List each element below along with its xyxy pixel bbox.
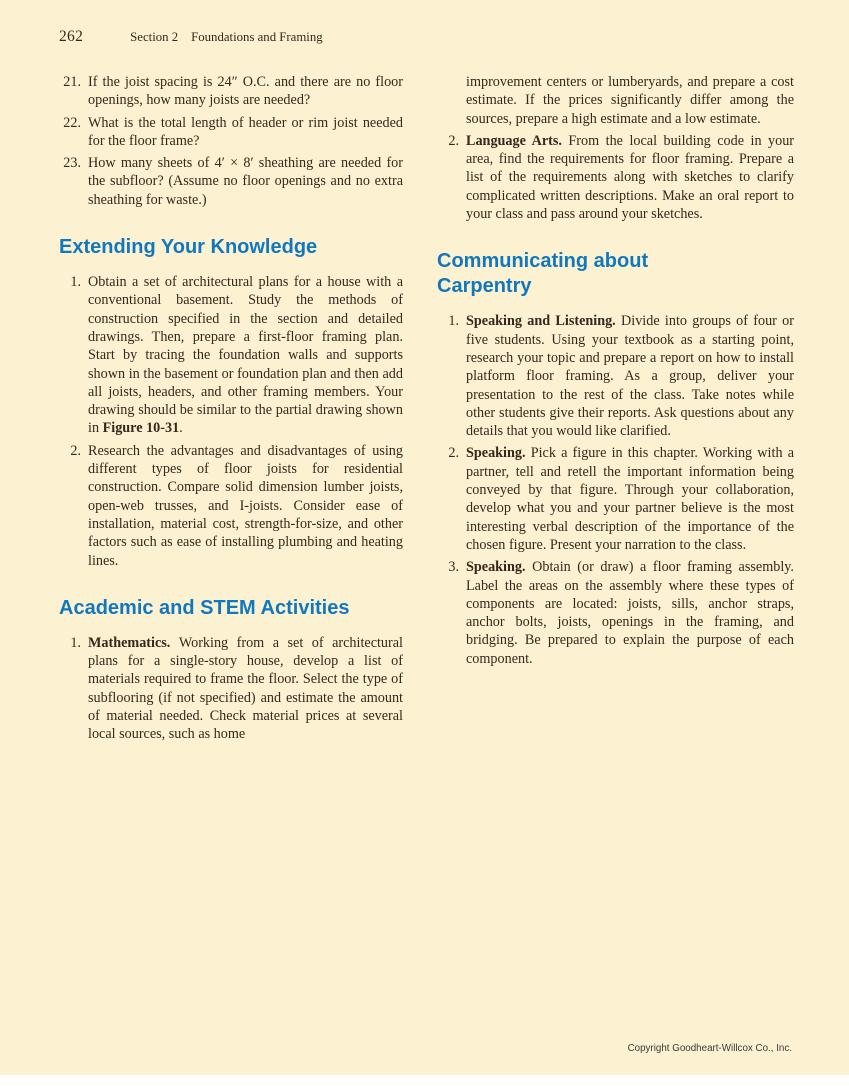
item-text: If the joist spacing is 24″ O.C. and there are no floor openings, how many joists are needed? xyxy=(88,74,403,109)
item-text: Speaking. Obtain (or draw) a floor framing assembly. Label the areas on the assembly where these types of components are located: joists, sills, anchor straps, anchor bolts, joists, openings in the framing, and bridging. Be prepared to explain the purpose of each component. xyxy=(466,559,794,667)
page-header xyxy=(59,28,323,46)
academic-item-1-continuation: improvement centers or lumberyards, and prepare a cost estimate. If the prices significantly differ among the sources, prepare a high estimate and a low estimate. xyxy=(466,74,794,127)
item-number: 1. xyxy=(70,634,81,651)
communicating-item-2 xyxy=(437,444,794,554)
communicating-item-3 xyxy=(437,558,794,668)
item-number: 1. xyxy=(70,274,81,291)
copyright-notice: Copyright Goodheart-Willcox Co., Inc. xyxy=(627,1043,792,1054)
review-question-23 xyxy=(59,154,403,209)
item-text: Speaking. Pick a figure in this chapter. Working with a partner, tell and retell the important information being conveyed by that figure. Through your collaboration, develop what you and your partner believe is the most interesting verbal description of the importance of the chosen figure. Present your narration to the class. xyxy=(466,445,794,553)
item-number: 3. xyxy=(448,559,459,576)
item-text: Language Arts. From the local building code in your area, find the requirements for floor framing. Prepare a list of the requirements along with sketches to clarify complicated written descriptions. Make an oral report to your class and pass around your sketches. xyxy=(466,132,795,223)
extending-item-1 xyxy=(59,273,403,438)
item-text: Research the advantages and disadvantages of using different types of floor joists for residential construction. Compare solid dimension lumber joists, open-web trusses, and I-joists. Consider ease of installation, material cost, strength-for-size, and other factors such as ease of installing plumbing and heating lines. xyxy=(88,442,403,569)
communicating-item-1 xyxy=(437,312,794,440)
page-number: 262 xyxy=(59,28,84,45)
review-question-21 xyxy=(59,73,403,110)
left-column xyxy=(59,70,403,748)
section-title: Foundations and Framing xyxy=(191,30,323,44)
item-number: 2. xyxy=(70,442,81,459)
heading-extending-your-knowledge: Extending Your Knowledge xyxy=(59,236,318,259)
item-number: 23. xyxy=(63,155,81,172)
item-text: Obtain a set of architectural plans for a house with a conventional basement. Study the methods of construction specified in the section and detailed drawings. Then, prepare a first-floor framing plan. Start by tracing the foundation walls and supports shown in the basement or foundation plan and then add all joists, headers, and other framing members. Your drawing should be similar to the partial drawing shown in Figure 10-31. xyxy=(88,274,403,437)
item-number: 1. xyxy=(448,313,459,330)
item-text: Speaking and Listening. Divide into groups of four or five students. Using your textbook as a starting point, research your topic and prepare a report on how to install platform floor framing. As a group, deliver your presentation to the rest of the class. Take notes while other students give their reports. Ask questions about any details that you would like clarified. xyxy=(466,313,794,440)
item-text: Mathematics. Working from a set of architectural plans for a single-story house, develop a list of materials required to frame the floor. Select the type of subflooring (if not specified) and estimate the amount of material needed. Check material prices at several local sources, such as home xyxy=(88,634,403,743)
right-column xyxy=(437,70,794,672)
item-text: How many sheets of 4′ × 8′ sheathing are needed for the subfloor? (Assume no floor openings and no extra sheathing for waste.) xyxy=(88,155,403,208)
item-text: What is the total length of header or rim joist needed for the floor frame? xyxy=(88,114,403,149)
academic-item-2 xyxy=(437,132,794,223)
item-number: 2. xyxy=(448,132,459,149)
heading-communicating-about-carpentry: Communicating about Carpentry xyxy=(437,250,649,298)
item-number: 2. xyxy=(448,445,459,462)
item-number: 22. xyxy=(63,114,81,131)
section-label: Section 2 xyxy=(130,30,179,44)
review-question-22 xyxy=(59,114,403,151)
heading-academic-stem-activities: Academic and STEM Activities xyxy=(59,596,350,619)
academic-item-1 xyxy=(59,634,403,744)
extending-item-2 xyxy=(59,442,403,570)
item-number: 21. xyxy=(63,74,81,90)
